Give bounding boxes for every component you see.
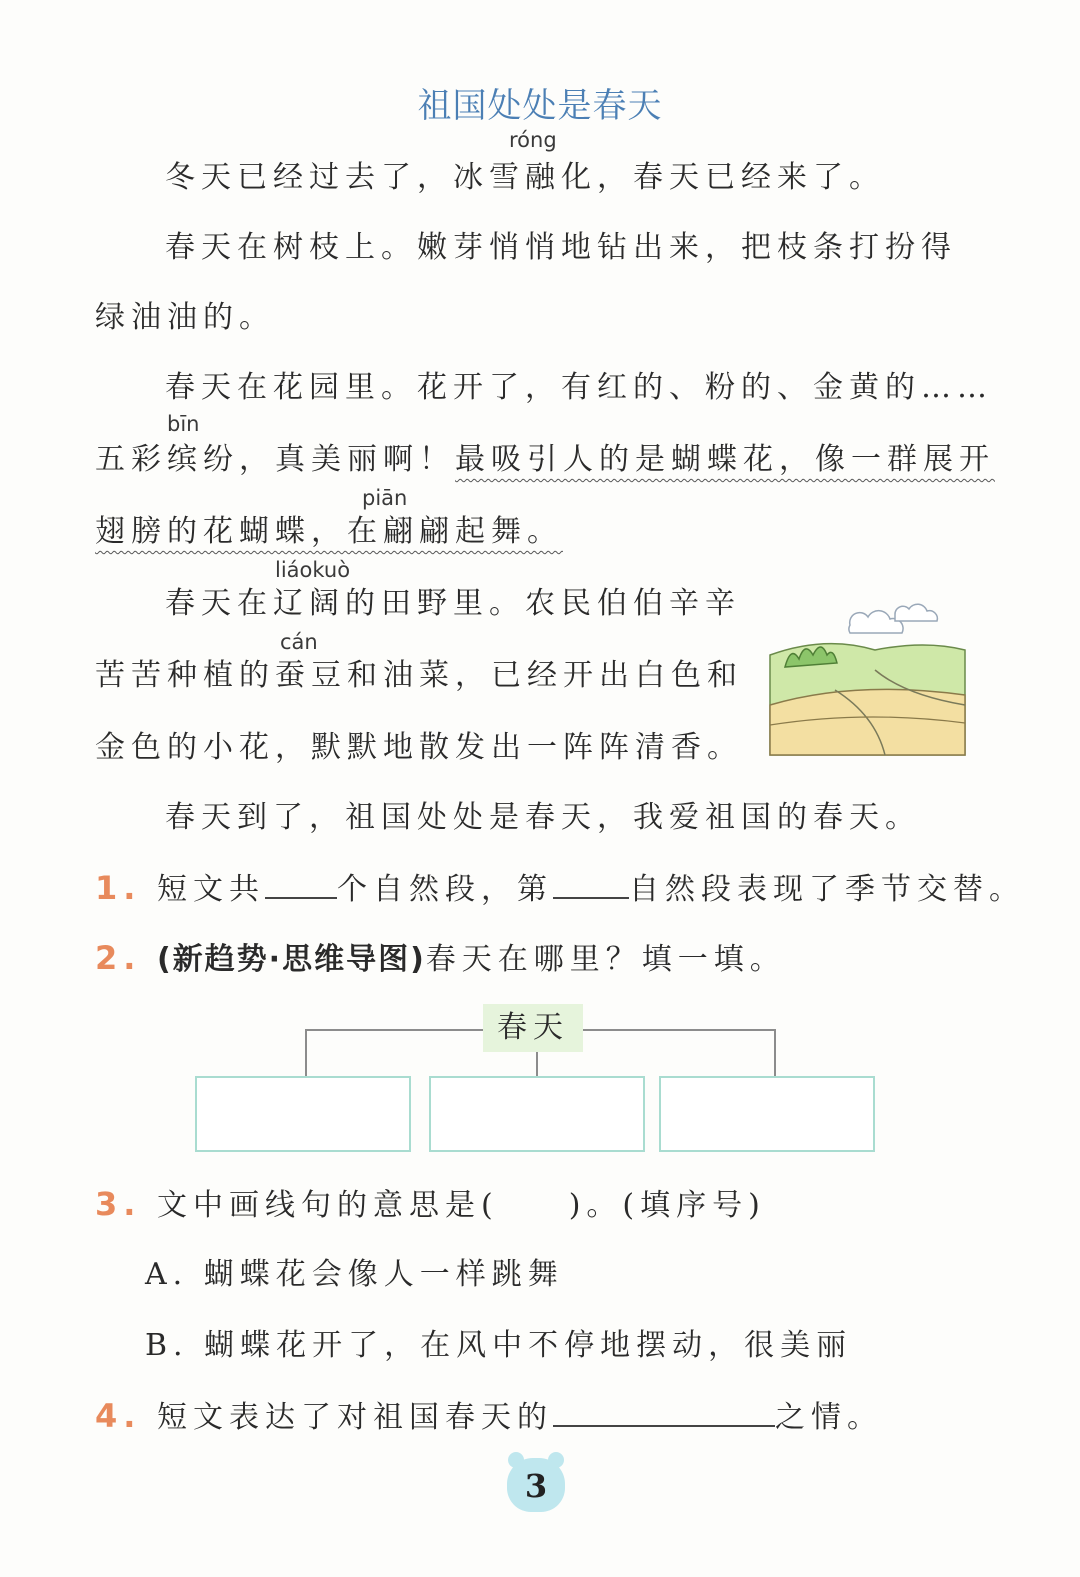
question-2-text: 春天在哪里？填一填。 <box>425 942 786 977</box>
pinyin-can: cán <box>280 630 318 654</box>
question-1-text-a: 短文共 <box>156 872 265 907</box>
question-2 <box>95 938 786 980</box>
paragraph-1: 冬天已经过去了，冰雪融化，春天已经来了。 <box>165 160 885 195</box>
paragraph-4-line-3: 金色的小花，默默地散发出一阵阵清香。 <box>95 730 743 765</box>
page-number: 3 <box>507 1458 565 1512</box>
paragraph-4-line-1: 春天在辽阔的田野里。农民伯伯辛辛 <box>165 586 741 621</box>
paragraph-5: 春天到了，祖国处处是春天，我爱祖国的春天。 <box>165 800 921 835</box>
option-a: A. 蝴蝶花会像人一样跳舞 <box>145 1257 564 1292</box>
page-title: 祖国处处是春天 <box>417 86 663 126</box>
paragraph-3-line-2-plain: 五彩缤纷，真美丽啊！ <box>95 442 455 477</box>
underlined-sentence-part-1: 最吸引人的是蝴蝶花，像一群展开 <box>455 442 995 477</box>
mindmap-answer-box-2[interactable] <box>429 1076 645 1152</box>
pinyin-rong: róng <box>509 128 557 152</box>
underlined-sentence-part-2: 翅膀的花蝴蝶，在翩翩起舞。 <box>95 514 563 549</box>
pinyin-pian: piān <box>362 486 408 510</box>
mindmap-root: 春天 <box>483 1004 583 1052</box>
question-1-text-b: 个自然段，第 <box>336 872 553 907</box>
question-4 <box>95 1396 883 1438</box>
question-4-blank[interactable] <box>553 1397 775 1427</box>
question-4-number: 4. <box>95 1397 142 1435</box>
field-illustration <box>765 595 970 760</box>
question-2-number: 2. <box>95 939 142 977</box>
question-1-blank-2[interactable] <box>553 869 629 899</box>
paragraph-3-line-1: 春天在花园里。花开了，有红的、粉的、金黄的…… <box>165 370 993 405</box>
question-1-text-c: 自然段表现了季节交替。 <box>628 872 1025 907</box>
question-3 <box>95 1184 766 1226</box>
question-2-tag: (新趋势·思维导图) <box>156 942 426 977</box>
pinyin-bin: bīn <box>167 412 200 436</box>
mindmap-answer-box-3[interactable] <box>659 1076 875 1152</box>
mindmap-connector-right <box>774 1029 776 1077</box>
pinyin-liaokuo: liáokuò <box>275 558 351 582</box>
question-3-number: 3. <box>95 1185 142 1223</box>
question-3-text-a: 文中画线句的意思是( <box>156 1188 499 1223</box>
option-b: B. 蝴蝶花开了，在风中不停地摆动，很美丽 <box>145 1328 853 1363</box>
paragraph-4-line-2: 苦苦种植的蚕豆和油菜，已经开出白色和 <box>95 658 743 693</box>
question-4-text-a: 短文表达了对祖国春天的 <box>156 1400 553 1435</box>
question-3-text-b: )。(填序号) <box>568 1188 766 1223</box>
mindmap-answer-box-1[interactable] <box>195 1076 411 1152</box>
question-1-blank-1[interactable] <box>265 869 337 899</box>
question-1-number: 1. <box>95 869 142 907</box>
mindmap-connector-left <box>305 1029 307 1077</box>
question-1 <box>95 868 1025 910</box>
question-4-text-b: 之情。 <box>774 1400 883 1435</box>
paragraph-3-line-2 <box>95 440 995 480</box>
paragraph-2-line-1: 春天在树枝上。嫩芽悄悄地钻出来，把枝条打扮得 <box>165 230 957 265</box>
mindmap-connector-middle <box>536 1050 538 1077</box>
paragraph-2-line-2: 绿油油的。 <box>95 300 275 335</box>
